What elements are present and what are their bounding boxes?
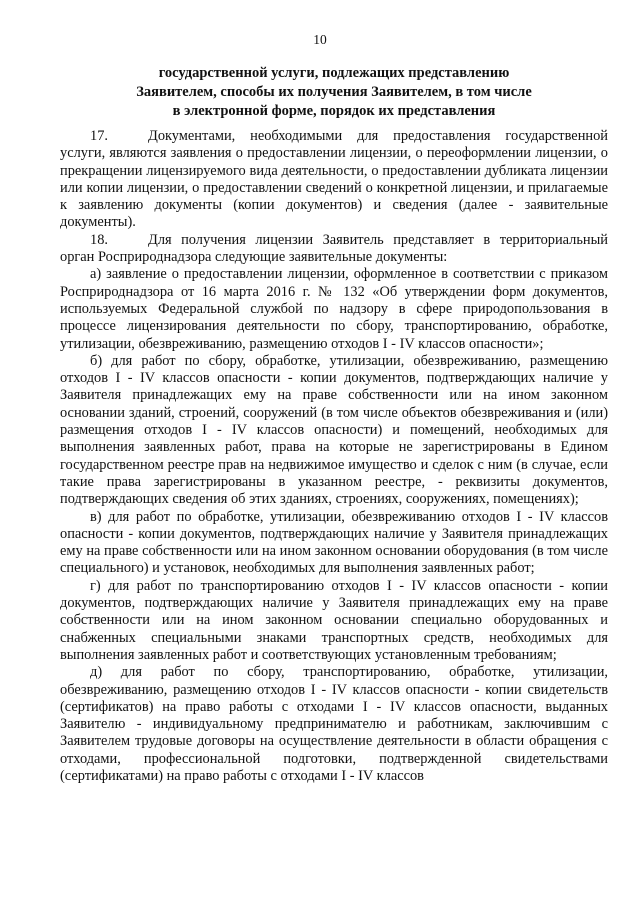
paragraph-text: Документами, необходимыми для предоставления государственной услуги, являются заявления о предоставлении лицензии, о переоформлении лицензии, о прекращении лицензируемого вида деятельности, о предоставлении дубликата лицензии или копии лицензии, о предоставлении сведений о конкретной лицензии, и прилагаемые к заявлению документы (копии документов) и сведения (далее - заявительные документы).: [60, 128, 608, 231]
heading-line-2: Заявителем, способы их получения Заявителем, в том числе: [136, 84, 532, 100]
paragraph-item-g: г) для работ по транспортированию отходов I - IV классов опасности - копии документов, подтверждающих наличие у Заявителя принадлежащих ему на праве собственности или на ином законном основании специально оборудованных и снабженных специальными знаками транспортных средств, необходимых для выполнения заявленных работ и соответствующих установленным требованиям;: [60, 577, 608, 663]
paragraph-number: 17.: [90, 128, 108, 144]
page-number: 10: [313, 32, 327, 47]
heading-line-1: государственной услуги, подлежащих представлению: [158, 65, 510, 81]
document-body: [60, 128, 608, 785]
paragraph-item-b: б) для работ по сбору, обработке, утилизации, обезвреживанию, размещению отходов I - IV классов опасности - копии документов, подтверждающих наличие у Заявителя принадлежащих ему на праве собственности или на ином законном основании зданий, строений, сооружений (в том числе объектов обезвреживания и (или) размещения отходов I - IV классов опасности) и помещений, необходимых для выполнения заявленных работ, права на которые не зарегистрированы в Едином государственном реестре прав на недвижимое имущество и сделок с ним (в случае, если такие права зарегистрированы в указанном реестре, - реквизиты документов, подтверждающих сведения об этих зданиях, строениях, сооружениях, помещениях);: [60, 352, 608, 508]
heading-line-3: в электронной форме, порядок их представления: [172, 103, 496, 119]
paragraph-text: Для получения лицензии Заявитель представляет в территориальный орган Росприроднадзора следующие заявительные документы:: [60, 231, 608, 266]
paragraph-item-d: д) для работ по сбору, транспортированию, обработке, утилизации, обезвреживанию, размещению отходов I - IV классов опасности - копии свидетельств (сертификатов) на право работы с отходами I - IV классов опасности, выданных Заявителю - индивидуальному предпринимателю и работникам, заключившим с Заявителем трудовые договоры на осуществление деятельности в области обращения с отходами, профессиональной подготовки, подтвержденной свидетельствами (сертификатами) на право работы с отходами I - IV классов: [60, 664, 608, 784]
paragraph-item-v: в) для работ по обработке, утилизации, обезвреживанию отходов I - IV классов опасности - копии документов, подтверждающих наличие у Заявителя принадлежащих ему на праве собственности или на ином законном основании оборудования (в том числе специального) и установок, необходимых для выполнения заявленных работ;: [60, 508, 608, 577]
paragraph-17: [60, 128, 608, 232]
paragraph-18: [60, 232, 608, 267]
section-heading: [60, 64, 608, 121]
paragraph-item-a: а) заявление о предоставлении лицензии, оформленное в соответствии с приказом Росприроднадзора от 16 марта 2016 г. № 132 «Об утверждении форм документов, используемых Федеральной службой по надзору в сфере природопользования в процессе лицензирования деятельности по сбору, транспортированию, обработке, утилизации, обезвреживанию, размещению отходов I - IV классов опасности»;: [60, 266, 608, 352]
paragraph-number: 18.: [90, 231, 108, 248]
